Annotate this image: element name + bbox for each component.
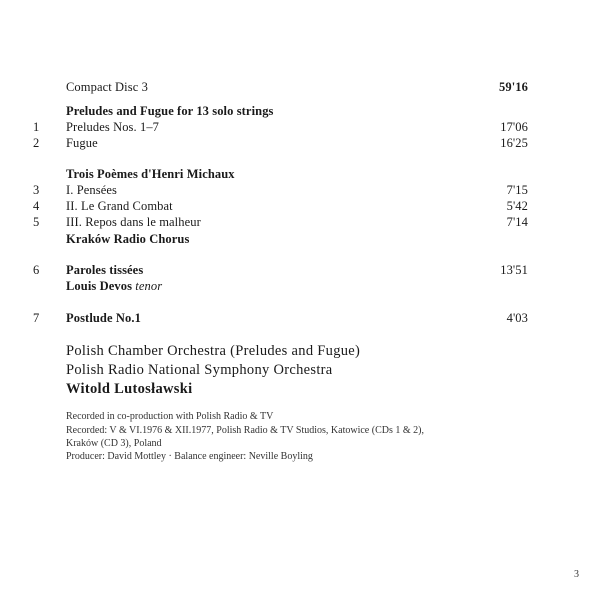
track-duration: 4'03 [506,311,528,325]
disc-total-duration: 59'16 [499,80,528,94]
track-number: 4 [33,199,40,213]
performer-name: Louis Devos [66,279,133,293]
track-number: 3 [33,183,40,197]
track-duration: 16'25 [500,136,528,150]
track-number: 2 [33,136,40,150]
recording-note: Producer: David Mottley · Balance engineer: Neville Boyling [66,451,313,462]
track-title: III. Repos dans le malheur [66,215,201,229]
track-title: Fugue [66,136,98,150]
track-duration: 7'15 [506,183,528,197]
recording-note: Kraków (CD 3), Poland [66,438,162,449]
ensemble-credit: Polish Chamber Orchestra (Preludes and Fugue) [66,343,361,359]
track-duration: 5'42 [506,199,528,213]
page-number: 3 [574,569,579,580]
track-number: 7 [33,311,40,325]
track-duration: 17'06 [500,120,528,134]
recording-note: Recorded in co-production with Polish Radio & TV [66,411,274,422]
work-title-trois-poemes: Trois Poèmes d'Henri Michaux [66,167,235,181]
track-number: 6 [33,263,40,277]
track-title: Preludes Nos. 1–7 [66,120,160,134]
conductor-credit: Witold Lutosławski [66,381,193,397]
track-title: II. Le Grand Combat [66,199,173,213]
recording-note: Recorded: V & VI.1976 & XII.1977, Polish Radio & TV Studios, Katowice (CDs 1 & 2), [66,425,424,436]
performer-soloist [66,279,162,294]
track-number: 1 [33,120,40,134]
performer-role: tenor [135,279,163,293]
disc-title: Compact Disc 3 [66,80,148,94]
track-duration: 13'51 [500,263,528,277]
ensemble-credit: Polish Radio National Symphony Orchestra [66,362,333,378]
track-duration: 7'14 [506,215,528,229]
track-title: Paroles tissées [66,263,144,277]
track-number: 5 [33,215,40,229]
performer-chorus: Kraków Radio Chorus [66,232,190,246]
work-title-preludes-fugue: Preludes and Fugue for 13 solo strings [66,104,274,118]
track-title: Postlude No.1 [66,311,141,325]
track-title: I. Pensées [66,183,117,197]
